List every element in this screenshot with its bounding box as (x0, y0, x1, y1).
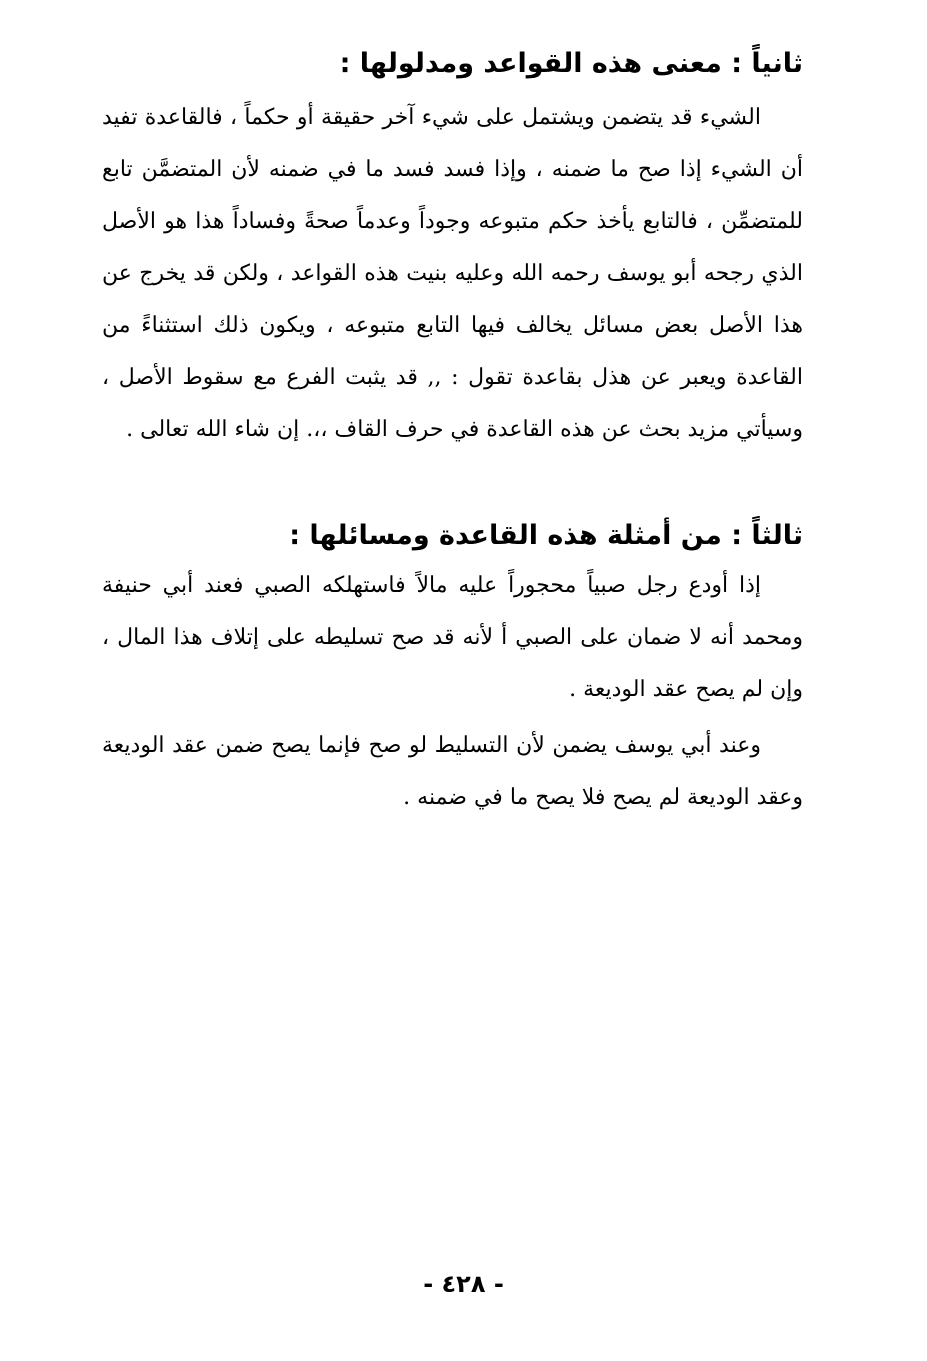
paragraph-meaning: الشيء قد يتضمن ويشتمل على شيء آخر حقيقة أو حكماً ، فالقاعدة تفيد أن الشيء إذا صح ما ضمنه ، وإذا فسد فسد ما في ضمنه لأن المتضمَّن تابع للمتضمِّن ، فالتابع يأخذ حكم متبوعه وجوداً وعدماً صحةً وفساداً هذا هو الأصل الذي رجحه أبو يوسف رحمه الله وعليه بنيت هذه القواعد ، ولكن قد يخرج عن هذا الأصل بعض مسائل يخالف فيها التابع متبوعه ، ويكون ذلك استثناءً من القاعدة ويعبر عن هذل بقاعدة تقول : ,, قد يثبت الفرع مع سقوط الأصل ، وسيأتي مزيد بحث عن هذه القاعدة في حرف القاف ،،. إن شاء الله تعالى . (102, 105, 803, 442)
page-number: - ٤٢٨ - (423, 1270, 504, 1298)
section-heading-examples: ثالثاً : من أمثلة هذه القاعدة ومسائلها : (289, 520, 803, 551)
paragraph-example-abu-yusuf: وعند أبي يوسف يضمن لأن التسليط لو صح فإنما يصح ضمن عقد الوديعة وعقد الوديعة لم يصح فلا يصح ما في ضمنه . (102, 733, 803, 810)
paragraph-example-abu-hanifa: إذا أودع رجل صبياً محجوراً عليه مالاً فاستهلكه الصبي فعند أبي حنيفة ومحمد أنه لا ضمان على الصبي أ لأنه قد صح تسليطه على إتلاف هذا المال ، وإن لم يصح عقد الوديعة . (102, 573, 803, 702)
section-heading-meaning: ثانياً : معنى هذه القواعد ومدلولها : (339, 48, 803, 79)
